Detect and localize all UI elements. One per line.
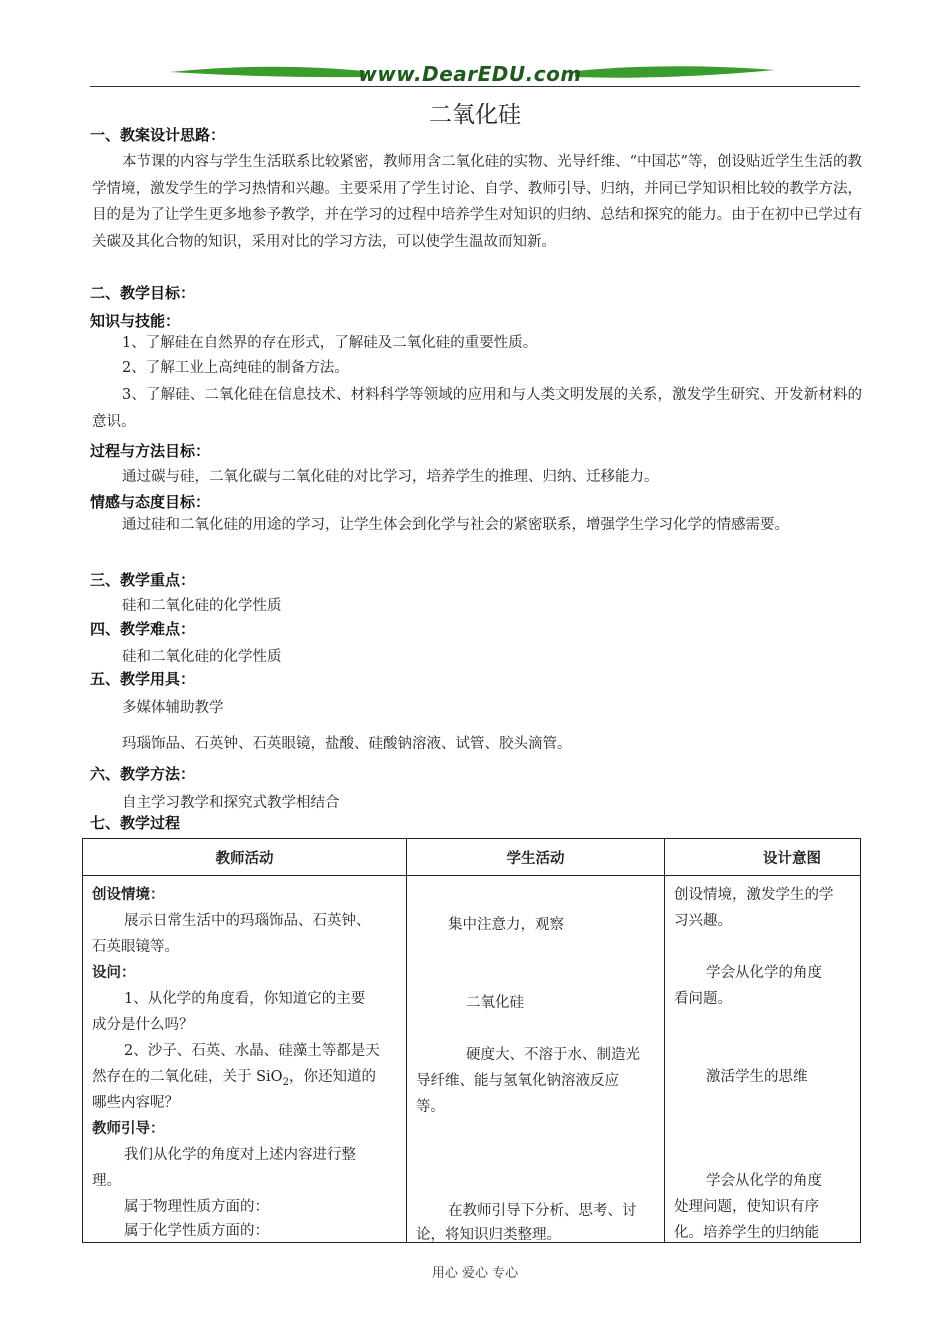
section-heading-design: 一、教案设计思路： [90, 126, 226, 144]
knowledge-item-3: 3、了解硅、二氧化硅在信息技术、材料科学等领域的应用和与人类文明发展的关系，激发学生研究、开发新材料的意识。 [92, 387, 862, 430]
process-goal-text: 通过碳与硅，二氧化碳与二氧化硅的对比学习，培养学生的推理、归纳、迁移能力。 [122, 469, 659, 485]
emotion-goal-text: 通过硅和二氧化硅的用途的学习，让学生体会到化学与社会的紧密联系，增强学生学习化学的情感需要。 [122, 517, 789, 533]
header-banner [150, 58, 790, 94]
intent-line: 激活学生的思维 [706, 1069, 808, 1085]
teacher-line-tail: ，你还知道的 [288, 1069, 376, 1085]
design-intent-cell [665, 876, 861, 1243]
table-header-row [83, 839, 861, 876]
tools-text-1: 多媒体辅助教学 [122, 700, 224, 716]
teacher-line: 属于化学性质方面的： [124, 1223, 269, 1239]
intent-line: 学会从化学的角度 [706, 965, 822, 981]
teacher-line [92, 1065, 376, 1088]
student-line: 等。 [416, 1099, 445, 1115]
intent-line: 习兴趣。 [674, 913, 732, 929]
section-heading-difficulties: 四、教学难点： [90, 620, 196, 638]
logo-text: www.DearEDU.com [358, 62, 582, 86]
knowledge-item-1: 1、了解硅在自然界的存在形式，了解硅及二氧化硅的重要性质。 [122, 335, 538, 351]
document-title: 二氧化硅 [429, 102, 521, 128]
header-teacher-activity: 教师活动 [83, 839, 407, 876]
header-rule [90, 86, 860, 87]
student-line: 在教师引导下分析、思考、讨 [448, 1203, 637, 1219]
student-activity-cell [407, 876, 665, 1243]
student-line: 二氧化硅 [466, 995, 524, 1011]
process-goal-heading: 过程与方法目标： [90, 442, 211, 460]
teacher-line: 成分是什么吗？ [92, 1017, 194, 1033]
student-line: 论，将知识归类整理。 [416, 1227, 561, 1243]
intent-line: 创设情境，激发学生的学 [674, 887, 834, 903]
teaching-process-table [82, 838, 861, 1243]
teacher-line: 1、从化学的角度看，你知道它的主要 [124, 991, 366, 1007]
intent-line: 化。培养学生的归纳能 [674, 1225, 819, 1241]
section-heading-process: 七、教学过程 [90, 814, 181, 832]
section-heading-key-points: 三、教学重点： [90, 571, 196, 589]
intent-line: 看问题。 [674, 991, 732, 1007]
teacher-line: 教师引导： [92, 1121, 165, 1137]
section-heading-methods: 六、教学方法： [90, 765, 196, 783]
teacher-line: 创设情境： [92, 887, 165, 903]
knowledge-item-2: 2、了解工业上高纯硅的制备方法。 [122, 360, 349, 376]
difficulties-text: 硅和二氧化硅的化学性质 [122, 649, 282, 665]
design-paragraph: 本节课的内容与学生生活联系比较紧密，教师用含二氧化硅的实物、光导纤维、“中国芯”等，创设贴近学生生活的教学情境，激发学生的学习热情和兴趣。主要采用了学生讨论、自学、教师引导、归纳，并同已学知识相比较的教学方法，目的是为了让学生更多地参予教学，并在学习的过程中培养学生对知识的归纳、总结和探究的能力。由于在初中已学过有关碳及其化合物的知识，采用对比的学习方法，可以使学生温故而知新。 [92, 154, 862, 250]
teacher-line: 理。 [92, 1173, 121, 1189]
section-heading-goals: 二、教学目标： [90, 284, 196, 302]
teacher-line: 属于物理性质方面的： [124, 1199, 269, 1215]
intent-line: 处理问题，使知识有序 [674, 1199, 819, 1215]
student-line: 导纤维、能与氢氧化钠溶液反应 [416, 1073, 619, 1089]
emotion-goal-heading: 情感与态度目标： [90, 493, 211, 511]
header-design-intent: 设计意图 [665, 839, 861, 876]
teacher-line: 2、沙子、石英、水晶、硅藻土等都是天 [124, 1043, 380, 1059]
section-heading-tools: 五、教学用具： [90, 670, 196, 688]
knowledge-heading: 知识与技能： [90, 312, 181, 330]
teacher-activity-cell [83, 876, 407, 1243]
subscript-2: 2 [282, 1076, 289, 1088]
tools-text-2: 玛瑙饰品、石英钟、石英眼镜，盐酸、硅酸钠溶液、试管、胶头滴管。 [122, 736, 572, 752]
methods-text: 自主学习教学和探究式教学相结合 [122, 795, 340, 811]
teacher-line: 我们从化学的角度对上述内容进行整 [124, 1147, 356, 1163]
teacher-line: 石英眼镜等。 [92, 939, 179, 955]
teacher-line: 展示日常生活中的玛瑙饰品、石英钟、 [124, 913, 371, 929]
teacher-line: 哪些内容呢？ [92, 1095, 179, 1111]
page-footer: 用心 爱心 专心 [431, 1266, 519, 1281]
header-student-activity: 学生活动 [407, 839, 665, 876]
student-line: 集中注意力，观察 [448, 917, 564, 933]
student-line: 硬度大、不溶于水、制造光 [466, 1047, 640, 1063]
teacher-line-text: 然存在的二氧化硅，关于 SiO [92, 1069, 283, 1085]
teacher-line: 设问： [92, 965, 136, 981]
key-points-text: 硅和二氧化硅的化学性质 [122, 598, 282, 614]
table-row [83, 876, 861, 1243]
intent-line: 学会从化学的角度 [706, 1173, 822, 1189]
